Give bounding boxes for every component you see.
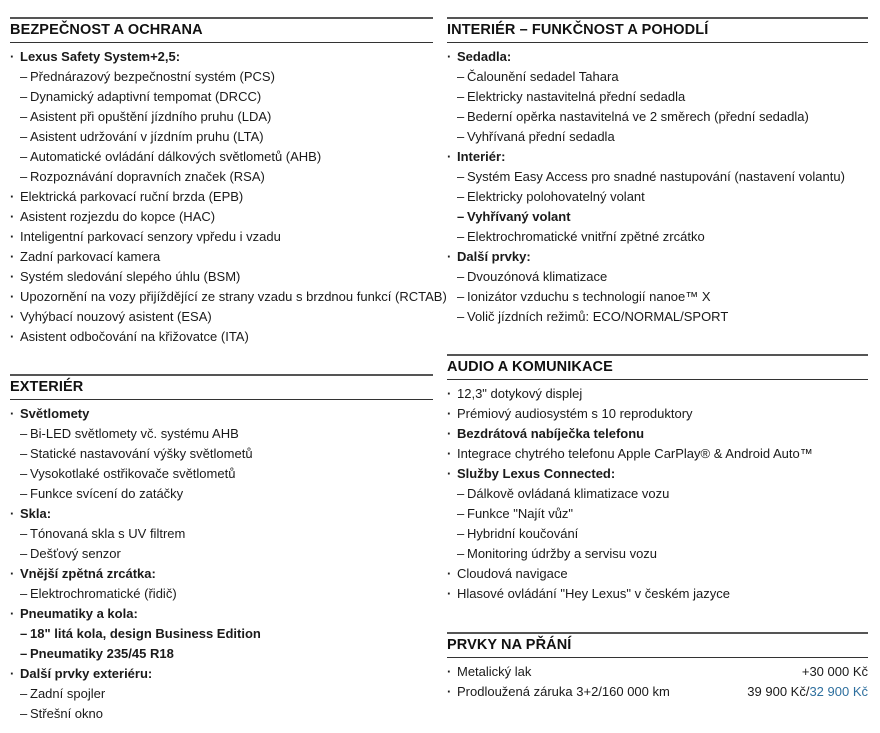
bullet-icon: ·	[10, 189, 15, 204]
section-title: INTERIÉR – FUNKČNOST A POHODLÍ	[447, 17, 868, 43]
option-price	[802, 662, 868, 682]
section-exterior	[10, 374, 433, 724]
sub-list-item	[10, 584, 433, 604]
item-text: Další prvky:	[457, 249, 531, 264]
section-safety	[10, 17, 447, 347]
sub-list-item	[10, 167, 433, 187]
item-text: Volič jízdních režimů: ECO/NORMAL/SPORT	[467, 309, 729, 324]
sub-list-item	[447, 504, 868, 524]
bullet-icon: ·	[447, 49, 452, 64]
item-text: Ionizátor vzduchu s technologií nanoe™ X	[467, 289, 711, 304]
item-text: Sedadla:	[457, 49, 512, 64]
sub-list-item	[10, 424, 433, 444]
dash-icon: –	[20, 129, 28, 144]
list-item	[10, 307, 433, 327]
item-text: Zadní spojler	[30, 686, 106, 701]
list-item	[10, 47, 433, 67]
section-title: EXTERIÉR	[10, 374, 433, 400]
dash-icon: –	[20, 486, 28, 501]
dash-icon: –	[20, 626, 28, 641]
item-text: Zadní parkovací kamera	[20, 249, 161, 264]
sub-list-item	[10, 107, 433, 127]
dash-icon: –	[20, 149, 28, 164]
sub-list-item	[447, 67, 868, 87]
dash-icon: –	[457, 526, 465, 541]
sub-list-item	[10, 484, 433, 504]
bullet-icon: ·	[10, 249, 15, 264]
item-text: Dynamický adaptivní tempomat (DRCC)	[30, 89, 262, 104]
sub-list-item	[10, 524, 433, 544]
sub-list-item	[447, 107, 868, 127]
list-item	[447, 584, 868, 604]
feature-list	[10, 47, 447, 347]
sub-list-item	[10, 464, 433, 484]
bullet-icon: ·	[10, 49, 15, 64]
sub-list-item	[10, 644, 433, 664]
dash-icon: –	[457, 69, 465, 84]
item-text: Přednárazový bezpečnostní systém (PCS)	[30, 69, 275, 84]
feature-list	[10, 404, 433, 724]
bullet-icon: ·	[10, 666, 15, 681]
sub-list-item	[447, 484, 868, 504]
item-text: Cloudová navigace	[457, 566, 568, 581]
item-text: Statické nastavování výšky světlometů	[30, 446, 253, 461]
item-text: Čalounění sedadel Tahara	[467, 69, 619, 84]
item-text: Tónovaná skla s UV filtrem	[30, 526, 186, 541]
item-text: Bederní opěrka nastavitelná ve 2 směrech (přední sedadla)	[467, 109, 809, 124]
item-text: Lexus Safety System+2,5:	[20, 49, 181, 64]
list-item	[10, 247, 433, 267]
item-text: Pneumatiky a kola:	[20, 606, 138, 621]
item-text: Dešťový senzor	[30, 546, 121, 561]
bullet-icon: ·	[10, 289, 15, 304]
item-text: Bezdrátová nabíječka telefonu	[457, 426, 645, 441]
item-text: Střešní okno	[30, 706, 103, 721]
bullet-icon: ·	[447, 446, 452, 461]
sub-list-item	[447, 127, 868, 147]
item-text: Hybridní koučování	[467, 526, 579, 541]
section-audio	[447, 354, 868, 604]
list-item	[447, 424, 868, 444]
dash-icon: –	[457, 209, 465, 224]
sub-list-item	[10, 684, 433, 704]
list-item	[10, 327, 433, 347]
price-discounted: 32 900 Kč	[809, 684, 868, 699]
dash-icon: –	[457, 169, 465, 184]
bullet-icon: ·	[10, 269, 15, 284]
bullet-icon: ·	[10, 229, 15, 244]
item-text: Vyhřívaný volant	[467, 209, 571, 224]
list-item	[447, 564, 868, 584]
dash-icon: –	[457, 506, 465, 521]
sub-list-item	[10, 87, 433, 107]
price-value: 39 900 Kč/	[747, 684, 810, 699]
section-interior	[447, 17, 868, 327]
dash-icon: –	[457, 546, 465, 561]
item-text: Asistent udržování v jízdním pruhu (LTA)	[30, 129, 264, 144]
item-text: Další prvky exteriéru:	[20, 666, 153, 681]
item-text: Systém Easy Access pro snadné nastupování (nastavení volantu)	[467, 169, 845, 184]
sub-list-item	[10, 704, 433, 724]
list-item	[10, 404, 433, 424]
dash-icon: –	[20, 646, 28, 661]
list-item	[10, 287, 447, 307]
dash-icon: –	[20, 546, 28, 561]
item-text: Asistent při opuštění jízdního pruhu (LDA)	[30, 109, 272, 124]
list-item	[447, 147, 868, 167]
dash-icon: –	[20, 526, 28, 541]
item-text: Služby Lexus Connected:	[457, 466, 616, 481]
item-text: Vnější zpětná zrcátka:	[20, 566, 156, 581]
bullet-icon: ·	[447, 566, 452, 581]
dash-icon: –	[20, 686, 28, 701]
section-options	[447, 632, 868, 702]
dash-icon: –	[20, 446, 28, 461]
item-text: Inteligentní parkovací senzory vpředu i vzadu	[20, 229, 281, 244]
list-item	[10, 504, 433, 524]
bullet-icon: ·	[447, 426, 452, 441]
item-text: Systém sledování slepého úhlu (BSM)	[20, 269, 241, 284]
bullet-icon: ·	[10, 406, 15, 421]
section-title: BEZPEČNOST A OCHRANA	[10, 17, 433, 43]
list-item	[10, 207, 433, 227]
sub-list-item	[447, 544, 868, 564]
list-item	[447, 247, 868, 267]
item-text: Interiér:	[457, 149, 506, 164]
item-text: Skla:	[20, 506, 52, 521]
dash-icon: –	[457, 309, 465, 324]
item-text: Elektricky nastavitelná přední sedadla	[467, 89, 686, 104]
bullet-icon: ·	[447, 664, 452, 679]
dash-icon: –	[457, 269, 465, 284]
dash-icon: –	[457, 289, 465, 304]
sub-list-item	[10, 147, 433, 167]
bullet-icon: ·	[10, 506, 15, 521]
dash-icon: –	[457, 486, 465, 501]
list-item	[10, 564, 433, 584]
item-text: Elektrochromatické (řidič)	[30, 586, 177, 601]
dash-icon: –	[20, 169, 28, 184]
item-text: Vysokotlaké ostřikovače světlometů	[30, 466, 236, 481]
list-item	[10, 267, 433, 287]
item-text: Světlomety	[20, 406, 90, 421]
dash-icon: –	[457, 109, 465, 124]
sub-list-item	[447, 267, 868, 287]
item-text: Prémiový audiosystém s 10 reproduktory	[457, 406, 693, 421]
item-text: Funkce svícení do zatáčky	[30, 486, 184, 501]
dash-icon: –	[20, 586, 28, 601]
item-text: Monitoring údržby a servisu vozu	[467, 546, 658, 561]
bullet-icon: ·	[447, 406, 452, 421]
dash-icon: –	[20, 466, 28, 481]
list-item	[10, 187, 433, 207]
bullet-icon: ·	[10, 566, 15, 581]
item-text: Pneumatiky 235/45 R18	[30, 646, 174, 661]
list-item	[447, 404, 868, 424]
sub-list-item	[10, 444, 433, 464]
dash-icon: –	[20, 706, 28, 721]
item-text: Integrace chytrého telefonu Apple CarPlay® & Android Auto™	[457, 446, 813, 461]
dash-icon: –	[457, 189, 465, 204]
list-item	[447, 47, 868, 67]
option-label: Metalický lak	[457, 664, 532, 679]
dash-icon: –	[457, 229, 465, 244]
sub-list-item	[447, 307, 868, 327]
item-text: Elektrická parkovací ruční brzda (EPB)	[20, 189, 244, 204]
sub-list-item	[447, 524, 868, 544]
list-item	[447, 464, 868, 484]
list-item	[447, 384, 868, 404]
sub-list-item	[10, 127, 433, 147]
sub-list-item	[447, 207, 868, 227]
section-title: PRVKY NA PŘÁNÍ	[447, 632, 868, 658]
item-text: Dálkově ovládaná klimatizace vozu	[467, 486, 670, 501]
sub-list-item	[10, 624, 433, 644]
option-row	[447, 662, 868, 682]
bullet-icon: ·	[447, 586, 452, 601]
item-text: Bi-LED světlomety vč. systému AHB	[30, 426, 239, 441]
list-item	[447, 444, 868, 464]
bullet-icon: ·	[447, 386, 452, 401]
item-text: Rozpoznávání dopravních značek (RSA)	[30, 169, 265, 184]
item-text: Asistent rozjezdu do kopce (HAC)	[20, 209, 216, 224]
item-text: Vyhřívaná přední sedadla	[467, 129, 615, 144]
sub-list-item	[447, 167, 868, 187]
bullet-icon: ·	[10, 606, 15, 621]
price-value: +30 000 Kč	[801, 664, 868, 679]
dash-icon: –	[457, 129, 465, 144]
item-text: Upozornění na vozy přijíždějící ze strany vzadu s brzdnou funkcí (RCTAB)	[20, 289, 447, 304]
item-text: Dvouzónová klimatizace	[467, 269, 608, 284]
bullet-icon: ·	[447, 466, 452, 481]
bullet-icon: ·	[10, 209, 15, 224]
item-text: Asistent odbočování na křižovatce (ITA)	[20, 329, 249, 344]
item-text: Vyhýbací nouzový asistent (ESA)	[20, 309, 212, 324]
dash-icon: –	[20, 109, 28, 124]
feature-list	[447, 47, 868, 327]
sub-list-item	[10, 544, 433, 564]
list-item	[10, 604, 433, 624]
feature-list	[447, 384, 868, 604]
option-price	[747, 682, 868, 702]
item-text: Elektrochromatické vnitřní zpětné zrcátko	[467, 229, 705, 244]
item-text: Hlasové ovládání "Hey Lexus" v českém jazyce	[457, 586, 730, 601]
item-text: Elektricky polohovatelný volant	[467, 189, 645, 204]
bullet-icon: ·	[447, 149, 452, 164]
bullet-icon: ·	[447, 684, 452, 699]
sub-list-item	[447, 227, 868, 247]
item-text: Funkce "Najít vůz"	[467, 506, 574, 521]
dash-icon: –	[457, 89, 465, 104]
sub-list-item	[447, 87, 868, 107]
option-label: Prodloužená záruka 3+2/160 000 km	[457, 684, 670, 699]
item-text: 18" litá kola, design Business Edition	[30, 626, 261, 641]
sub-list-item	[447, 287, 868, 307]
list-item	[10, 227, 433, 247]
list-item	[10, 664, 433, 684]
item-text: 12,3" dotykový displej	[457, 386, 583, 401]
section-title: AUDIO A KOMUNIKACE	[447, 354, 868, 380]
option-row	[447, 682, 868, 702]
bullet-icon: ·	[10, 329, 15, 344]
dash-icon: –	[20, 89, 28, 104]
dash-icon: –	[20, 426, 28, 441]
bullet-icon: ·	[10, 309, 15, 324]
sub-list-item	[447, 187, 868, 207]
options-list	[447, 662, 868, 702]
dash-icon: –	[20, 69, 28, 84]
sub-list-item	[10, 67, 433, 87]
item-text: Automatické ovládání dálkových světlometů (AHB)	[30, 149, 322, 164]
bullet-icon: ·	[447, 249, 452, 264]
